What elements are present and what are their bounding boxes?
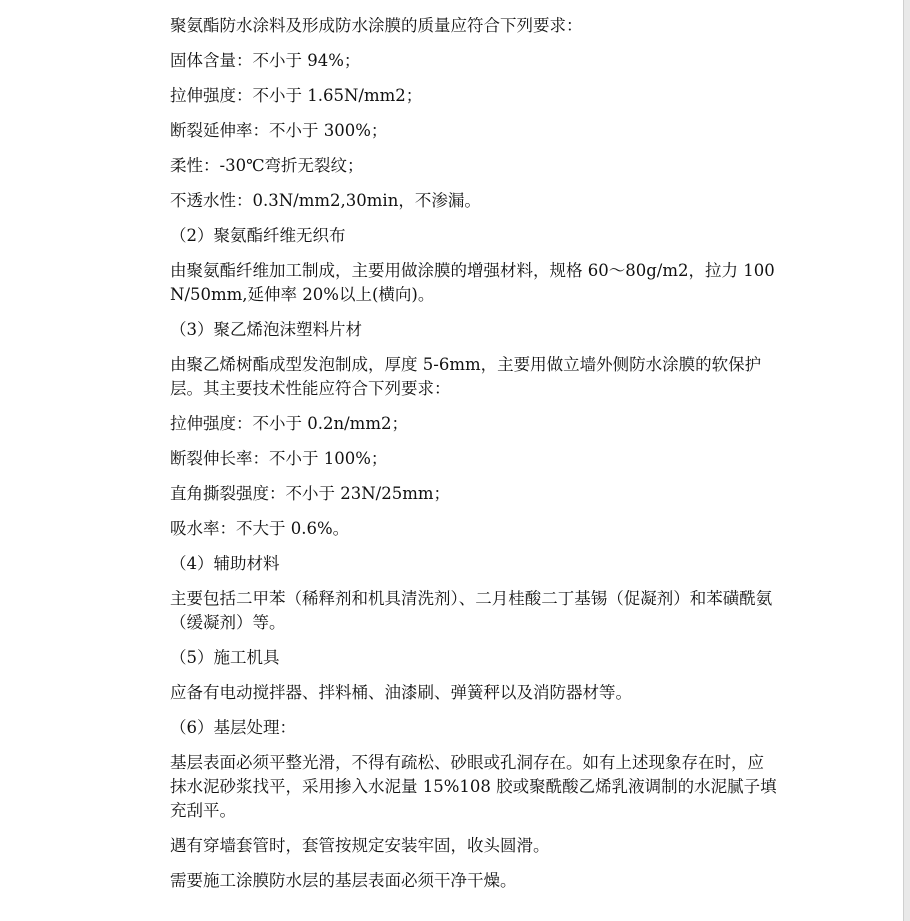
page-left-margin: [0, 0, 3, 921]
section-heading: （2）聚氨酯纤维无织布: [170, 226, 346, 245]
scrollbar-track[interactable]: [903, 0, 910, 921]
paragraph: 主要包括二甲苯（稀释剂和机具清洗剂）、二月桂酸二丁基锡（促凝剂）和苯磺酰氨（缓凝剂）等。: [170, 589, 773, 632]
paragraph: 吸水率：不大于 0.6%。: [170, 519, 350, 538]
paragraph: 基层表面必须平整光滑，不得有疏松、砂眼或孔洞存在。如有上述现象存在时，应抹水泥砂浆找平，采用掺入水泥量 15%108 胶或聚酰酸乙烯乳液调制的水泥腻子填充刮平。: [170, 753, 777, 820]
section-heading: （5）施工机具: [170, 648, 280, 667]
paragraph: 不透水性：0.3N/mm2,30min，不渗漏。: [170, 191, 481, 210]
paragraph: 遇有穿墙套管时，套管按规定安装牢固，收头圆滑。: [170, 836, 550, 855]
paragraph: 拉伸强度：不小于 0.2n/mm2；: [170, 414, 408, 433]
paragraph: 需要施工涂膜防水层的基层表面必须干净干燥。: [170, 871, 517, 890]
paragraph: 断裂伸长率：不小于 100%；: [170, 449, 388, 468]
paragraph: 由聚氨酯纤维加工制成，主要用做涂膜的增强材料，规格 60～80g/m2，拉力 100N/50mm,延伸率 20%以上(横向)。: [170, 261, 775, 304]
paragraph: 应备有电动搅拌器、拌料桶、油漆刷、弹簧秤以及消防器材等。: [170, 683, 632, 702]
paragraph: 断裂延伸率：不小于 300%；: [170, 121, 388, 140]
paragraph: 直角撕裂强度：不小于 23N/25mm；: [170, 484, 451, 503]
paragraph: 聚氨酯防水涂料及形成防水涂膜的质量应符合下列要求：: [170, 16, 583, 35]
paragraph: 柔性：-30℃弯折无裂纹；: [170, 156, 364, 175]
paragraph: 拉伸强度：不小于 1.65N/mm2；: [170, 86, 423, 105]
document-page: [170, 14, 780, 904]
paragraph: 固体含量：不小于 94%；: [170, 51, 361, 70]
section-heading: （4）辅助材料: [170, 554, 280, 573]
section-heading: （6）基层处理：: [170, 718, 296, 737]
paragraph: 由聚乙烯树酯成型发泡制成，厚度 5-6mm，主要用做立墙外侧防水涂膜的软保护层。其主要技术性能应符合下列要求：: [170, 355, 762, 398]
section-heading: （3）聚乙烯泡沫塑料片材: [170, 320, 362, 339]
page-top-edge: [0, 0, 910, 3]
